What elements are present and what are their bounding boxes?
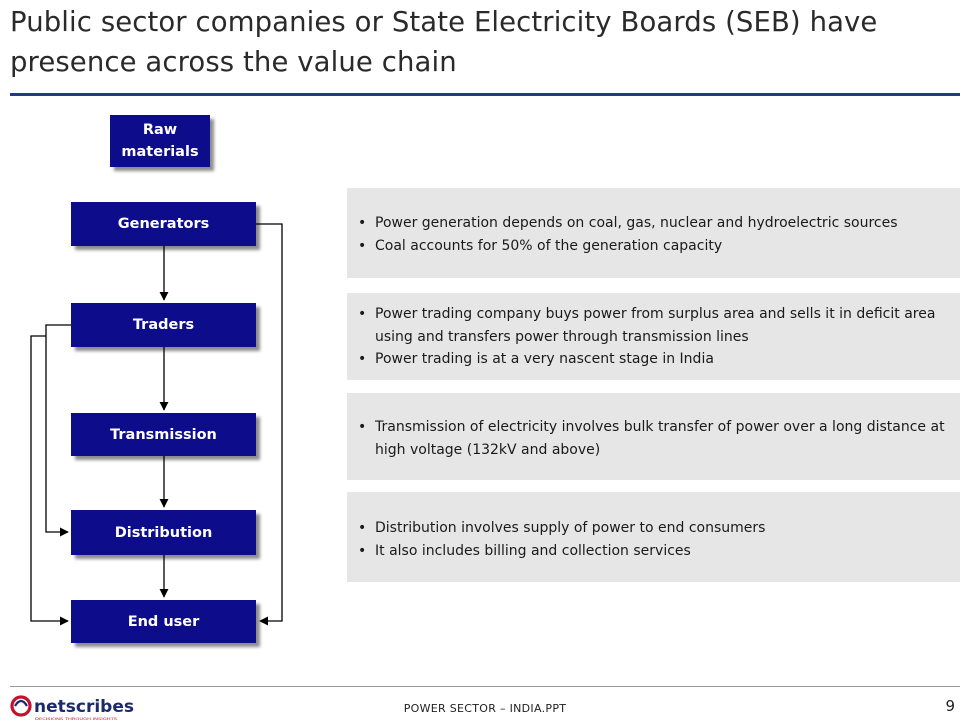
generators-bullet-1: • Power generation depends on coal, gas, nuclear and hydroelectric sources xyxy=(355,212,954,235)
distribution-bullet-1: • Distribution involves supply of power to end consumers xyxy=(355,517,954,540)
transmission-box: Transmission xyxy=(71,413,256,456)
arrow-traders-distribution xyxy=(46,325,71,532)
logo-wordmark: netscribes xyxy=(34,697,134,717)
traders-bullet-2: • Power trading is at a very nascent stage in India xyxy=(355,348,954,371)
logo-tagline: DECISIONS THROUGH INSIGHTS xyxy=(35,717,119,721)
distribution-bullet-2: • It also includes billing and collection services xyxy=(355,540,954,563)
distribution-box: Distribution xyxy=(71,510,256,555)
transmission-panel xyxy=(347,393,960,480)
raw-materials-line1: Raw xyxy=(142,122,178,138)
raw-materials-line2: materials xyxy=(121,144,199,160)
footer-divider xyxy=(10,686,960,687)
netscribes-logo xyxy=(10,693,140,723)
end-user-box: End user xyxy=(71,600,256,643)
distribution-panel xyxy=(347,492,960,582)
logo-mark-icon xyxy=(12,697,30,715)
arrow-traders-enduser xyxy=(31,336,68,621)
deck-name: POWER SECTOR – INDIA.PPT xyxy=(403,702,567,715)
slide-title: Public sector companies or State Electricity Boards (SEB) have presence across the value chain xyxy=(10,6,878,78)
traders-bullet-1: • Power trading company buys power from surplus area and sells it in deficit area using and transfers power through transmission lines xyxy=(355,303,954,348)
generators-bullet-2: • Coal accounts for 50% of the generation capacity xyxy=(355,235,954,258)
raw-materials-box xyxy=(110,115,210,167)
page-number: 9 xyxy=(945,697,955,715)
generators-box: Generators xyxy=(71,202,256,246)
arrow-generators-enduser xyxy=(256,224,282,621)
transmission-bullet-1: • Transmission of electricity involves bulk transfer of power over a long distance at high voltage (132kV and above) xyxy=(355,416,954,461)
traders-panel xyxy=(347,293,960,380)
traders-box: Traders xyxy=(71,303,256,347)
generators-panel xyxy=(347,188,960,278)
